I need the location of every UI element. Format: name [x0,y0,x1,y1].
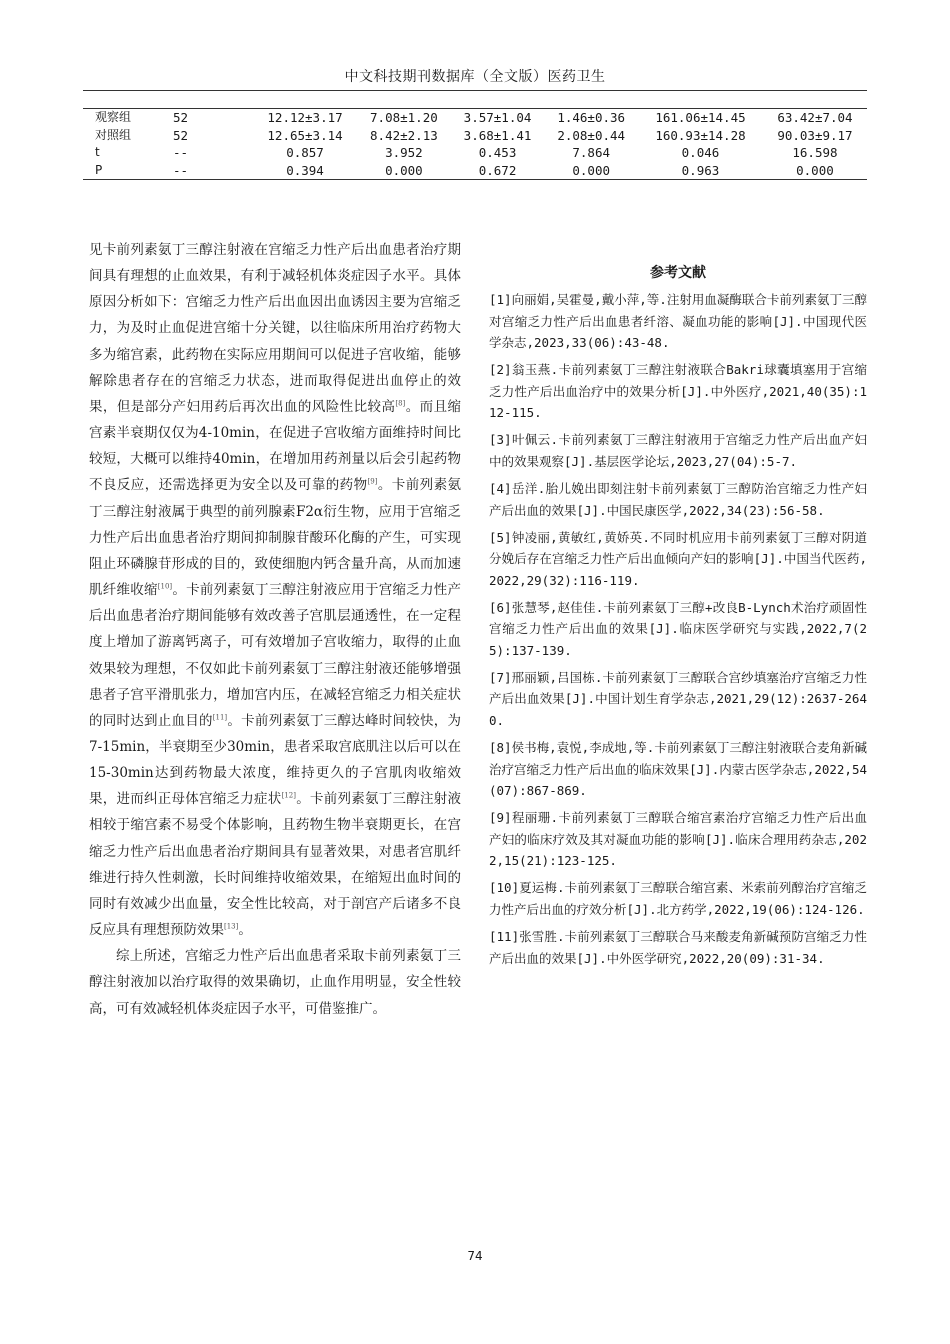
table-cell: -- [173,145,189,161]
reference-item: [11]张雪胜.卡前列素氨丁三醇联合马来酸麦角新碱预防宫缩乏力性产后出血的效果[J].中外医学研究,2022,20(09):31-34. [489,928,867,966]
table-cell: 0.000 [544,162,638,180]
table-cell: 3.952 [385,145,423,161]
table-cell: 3.68±1.41 [463,127,532,143]
table-cell: 1.46±0.36 [544,109,638,127]
table-cell: 8.42±2.13 [370,127,438,143]
table-row [83,162,867,180]
table-cell: -- [173,162,253,180]
table-cell: 0.857 [286,145,324,161]
table-cell: 观察组 [83,109,173,127]
conclusion-paragraph: 综上所述，宫缩乏力性产后出血患者采取卡前列素氨丁三醇注射液加以治疗取得的效果确切，止血作用明显，安全性较高，可有效减轻机体炎症因子水平，可借鉴推广。 [89,948,461,1017]
reference-item: [7]邢丽颖,吕国栋.卡前列素氨丁三醇联合宫纱填塞治疗宫缩乏力性产后出血效果[J].中国计划生育学杂志,2021,29(12):2637-2640. [489,669,867,729]
table-cell: 3.57±1.04 [451,109,545,127]
citation-marker: [9] [367,477,378,486]
running-header: 中文科技期刊数据库（全文版）医药卫生 [344,69,606,85]
reference-item: [1]向丽娟,吴霍曼,戴小萍,等.注射用血凝酶联合卡前列素氨丁三醇对宫缩乏力性产后出血患者纤溶、凝血功能的影响[J].中国现代医学杂志,2023,33(06):43-48. [489,292,867,351]
table-cell: 对照组 [95,127,132,142]
table-cell: 52 [173,127,189,143]
reference-item: [4]岳洋.胎儿娩出即刻注射卡前列素氨丁三醇防治宫缩乏力性产妇产后出血的效果[J].中国民康医学,2022,34(23):56-58. [489,480,867,518]
table-cell: 0.453 [478,145,517,161]
table-cell: 0.046 [681,145,720,161]
table-cell: 161.06±14.45 [638,109,763,127]
table-cell: 7.864 [572,145,611,161]
body-text: 见卡前列素氨丁三醇注射液在宫缩乏力性产后出血患者治疗期间具有理想的止血效果，有利于减轻机体炎症因子水平。具体原因分析如下：宫缩乏力性产后出血因出血诱因主要为宫缩乏力，为及时止血促进宫缩十分关键，以往临床所用治疗药物大多为缩宫素，此药物在实际应用期间可以促进子宫收缩，能够解除患者存在的宫缩乏力状态，进而取得促进出血停止的效果，但是部分产妇用药后再次出血的风险性比较高 [89,242,461,415]
reference-item: [8]侯书梅,袁悦,李成地,等.卡前列素氨丁三醇注射液联合麦角新碱治疗宫缩乏力性产后出血的临床效果[J].内蒙古医学杂志,2022,54(07):867-869. [489,740,867,799]
body-text: 。卡前列素氨丁三醇注射液应用于宫缩乏力性产后出血患者治疗期间能够有效改善子宫肌层通透性，在一定程度上增加了游离钙离子，可有效增加子宫收缩力，取得的止血效果较为理想，不仅如此卡前列素氨丁三醇注射液还能够增强患者子宫平滑肌张力，增加宫内压，在减轻宫缩乏力相关症状的同时达到止血目的 [89,582,462,729]
reference-item: [6]张慧琴,赵佳佳.卡前列素氨丁三醇+改良B-Lynch术治疗顽固性宫缩乏力性产后出血的效果[J].临床医学研究与实践,2022,7(25):137-139. [489,599,867,658]
citation-marker: [12] [281,791,296,800]
table-cell: 0.000 [357,162,451,180]
citation-marker: [10] [157,582,173,591]
citation-marker: [11] [212,713,228,722]
header-rule [83,90,867,91]
table-row [83,127,867,145]
table-cell: 0.394 [253,162,357,180]
reference-item: [10]夏运梅.卡前列素氨丁三醇联合缩宫素、米索前列醇治疗宫缩乏力性产后出血的疗效分析[J].北方药学,2022,19(06):124-126. [489,880,867,917]
table-cell: 90.03±9.17 [777,127,853,143]
reference-item: [9]程丽珊.卡前列素氨丁三醇联合缩宫素治疗宫缩乏力性产后出血产妇的临床疗效及其对凝血功能的影响[J].临床合理用药杂志,2022,15(21):123-125. [489,810,867,869]
table-cell: 0.000 [763,162,867,180]
body-text: 。而且缩宫素半衰期仅仅为4-10min，在促进子宫收缩方面维持时间比较短，大概可以维持40min，在增加用药剂量以后会引起药物不良反应，还需选择更为安全以及可靠的药物 [89,398,462,494]
table-cell: 63.42±7.04 [763,109,867,127]
body-text: 。卡前列素氨丁三醇注射液属于典型的前列腺素F2α衍生物，应用于宫缩乏力性产后出血患者治疗期间抑制腺苷酸环化酶的产生，可实现阻止环磷腺苷形成的目的，致使细胞内钙含量升高，从而加速肌纤维收缩 [89,477,462,599]
table-row [83,109,867,127]
table-cell: 160.93±14.28 [655,127,746,143]
table-cell: 0.963 [638,162,763,180]
table-cell: 16.598 [792,145,838,161]
reference-item: [3]叶佩云.卡前列素氨丁三醇注射液用于宫缩乏力性产后出血产妇中的效果观察[J].基层医学论坛,2023,27(04):5-7. [489,432,867,469]
body-text-column [89,237,461,1022]
body-text: 。卡前列素氨丁三醇注射液相较于缩宫素不易受个体影响，且药物生物半衰期更长，在宫缩乏力性产后出血患者治疗期间具有显著效果，对患者宫肌纤维进行持久性刺激，长时间维持收缩效果，在缩短出血时间的同时有效减少出血量，安全性比较高，对于剖宫产后诸多不良反应具有理想预防效果 [89,791,462,939]
table-cell: 12.12±3.17 [253,109,357,127]
table-cell: 7.08±1.20 [357,109,451,127]
body-text: 。卡前列素氨丁三醇达峰时间较快，为7-15min，半衰期至少30min，患者采取宫底肌注以后可以在15-30min达到药物最大浓度，维持更久的子宫肌肉收缩效果，进而纠正母体宫缩乏力症状 [89,712,462,808]
reference-item: [2]翁玉燕.卡前列素氨丁三醇注射液联合Bakri球囊填塞用于宫缩乏力性产后出血治疗中的效果分析[J].中外医疗,2021,40(35):112-115. [489,362,867,421]
table-cell: 12.65±3.14 [267,127,343,143]
table-cell: t [95,145,100,160]
table-row [83,144,867,162]
references-heading: 参考文献 [650,265,706,281]
table-cell: 2.08±0.44 [557,127,626,143]
table-cell: 52 [173,109,253,127]
table-cell: P [83,162,173,180]
citation-marker: [8] [395,399,406,408]
results-table [83,108,867,180]
page-number: 74 [467,1249,483,1263]
body-text: 。 [238,922,252,939]
body-paragraph [89,237,461,943]
reference-item: [5]钟凌丽,黄敏红,黄娇英.不同时机应用卡前列素氨丁三醇对阴道分娩后存在宫缩乏力性产后出血倾向产妇的影响[J].中国当代医药,2022,29(32):116-119. [489,529,867,588]
references-list [489,289,867,975]
table-cell: 0.672 [451,162,545,180]
citation-marker: [13] [224,922,239,931]
